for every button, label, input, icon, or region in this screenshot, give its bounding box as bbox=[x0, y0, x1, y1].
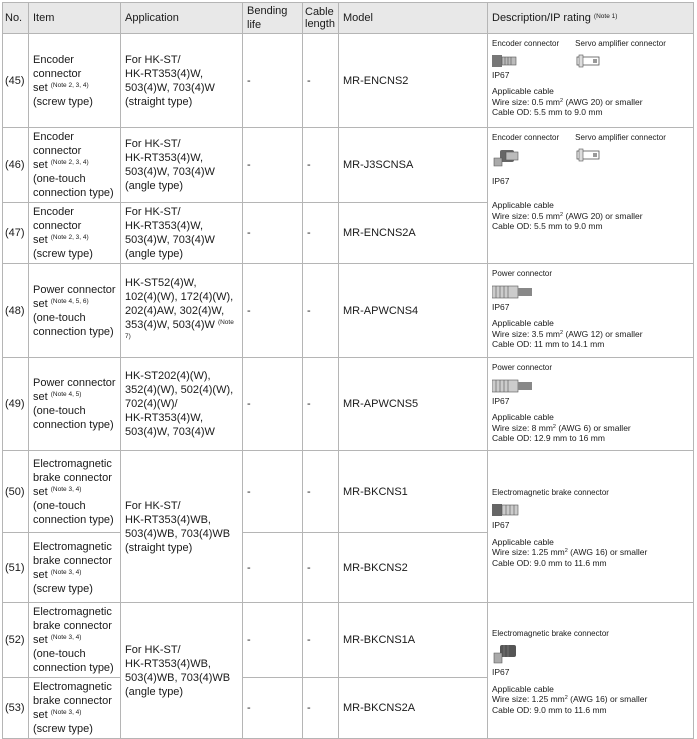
row-item: Encoder connector set $^{(Note 2, 3, 4)}$ (one-touch connection type) bbox=[29, 128, 121, 203]
header-model: Model bbox=[339, 3, 488, 34]
row-cable-length: - bbox=[303, 34, 339, 128]
header-bending-life: Bending life bbox=[243, 3, 303, 34]
cable-od: Cable OD: 9.0 mm to 11.6 mm bbox=[492, 557, 607, 568]
row-no: (53) bbox=[3, 678, 29, 739]
power-connector-icon bbox=[492, 284, 538, 300]
row-item: Power connector set $^{(Note 4, 5)}$ (one-touch connection type) bbox=[29, 358, 121, 451]
row-item: Electromagnetic brake connector set $^{(Note 3, 4)}$ (screw type) bbox=[29, 678, 121, 739]
row-no: (45) bbox=[3, 34, 29, 128]
ip-rating: IP67 bbox=[492, 667, 510, 678]
row-model: MR-APWCNS5 bbox=[339, 358, 488, 451]
header-row bbox=[3, 3, 694, 34]
header-description-label: Description/IP rating bbox=[492, 12, 591, 24]
row-no: (51) bbox=[3, 533, 29, 603]
row-model: MR-BKCNS1 bbox=[339, 451, 488, 533]
row-model: MR-ENCNS2 bbox=[339, 34, 488, 128]
ip-rating: IP67 bbox=[492, 69, 510, 80]
row-bending-life: - bbox=[243, 264, 303, 358]
ip-rating: IP67 bbox=[492, 301, 510, 312]
row-item: Power connector set $^{(Note 4, 5, 6)}$ (one-touch connection type) bbox=[29, 264, 121, 358]
header-description bbox=[488, 3, 694, 34]
table-row bbox=[3, 34, 694, 128]
row-application: For HK-ST/ HK-RT353(4)W, 503(4)W, 703(4)W (straight type) bbox=[121, 34, 243, 128]
row-application: HK-ST202(4)(W), 352(4)(W), 502(4)(W), 702(4)(W)/ HK-RT353(4)W, 503(4)W, 703(4)W bbox=[121, 358, 243, 451]
cable-od: Cable OD: 5.5 mm to 9.0 mm bbox=[492, 221, 603, 231]
row-cable-length: - bbox=[303, 264, 339, 358]
row-description bbox=[488, 128, 694, 264]
row-item: Encoder connector set $^{(Note 2, 3, 4)}$ (screw type) bbox=[29, 34, 121, 128]
row-bending-life: - bbox=[243, 203, 303, 264]
row-bending-life: - bbox=[243, 358, 303, 451]
row-application: For HK-ST/ HK-RT353(4)WB, 503(4)WB, 703(4)WB (straight type) bbox=[121, 451, 243, 603]
row-cable-length: - bbox=[303, 358, 339, 451]
table-row bbox=[3, 358, 694, 451]
row-no: (47) bbox=[3, 203, 29, 264]
header-description-note: (Note 1) bbox=[593, 13, 618, 20]
wire-size: Wire size: 0.5 $mm^2$ (AWG 20) or smaller bbox=[492, 210, 643, 221]
row-model: MR-BKCNS2 bbox=[339, 533, 488, 603]
brake-connector-straight-icon bbox=[492, 502, 528, 518]
servo-amplifier-connector-icon bbox=[575, 148, 605, 162]
table-row bbox=[3, 128, 694, 203]
brake-connector-angle-icon bbox=[492, 643, 522, 665]
row-model: MR-J3SCNSA bbox=[339, 128, 488, 203]
desc-caption-2: Servo amplifier connector bbox=[575, 133, 666, 142]
row-model: MR-APWCNS4 bbox=[339, 264, 488, 358]
row-description bbox=[488, 34, 694, 128]
row-no: (48) bbox=[3, 264, 29, 358]
row-bending-life: - bbox=[243, 678, 303, 739]
row-item: Encoder connector set $^{(Note 2, 3, 4)}$ (screw type) bbox=[29, 203, 121, 264]
cable-od: Cable OD: 5.5 mm to 9.0 mm bbox=[492, 107, 603, 117]
row-bending-life: - bbox=[243, 128, 303, 203]
wire-size: Wire size: 0.5 $mm^2$ (AWG 20) or smaller bbox=[492, 96, 643, 107]
row-cable-length: - bbox=[303, 203, 339, 264]
row-no: (46) bbox=[3, 128, 29, 203]
row-no: (49) bbox=[3, 358, 29, 451]
row-application: For HK-ST/ HK-RT353(4)W, 503(4)W, 703(4)W (angle type) bbox=[121, 128, 243, 203]
row-description bbox=[488, 603, 694, 739]
desc-caption: Electromagnetic brake connector bbox=[492, 628, 609, 638]
encoder-connector-straight-icon bbox=[492, 54, 522, 68]
wire-size: Wire size: 8 $mm^2$ (AWG 6) or smaller bbox=[492, 422, 631, 433]
applicable-cable: Applicable cable bbox=[492, 683, 554, 694]
header-application: Application bbox=[121, 3, 243, 34]
desc-caption-2: Servo amplifier connector bbox=[575, 39, 666, 48]
row-item: Electromagnetic brake connector set $^{(Note 3, 4)}$ (screw type) bbox=[29, 533, 121, 603]
row-description bbox=[488, 358, 694, 451]
wire-size: Wire size: 3.5 $mm^2$ (AWG 12) or smaller bbox=[492, 328, 643, 339]
table-row bbox=[3, 603, 694, 678]
row-cable-length: - bbox=[303, 678, 339, 739]
ip-rating: IP67 bbox=[492, 520, 510, 531]
row-cable-length: - bbox=[303, 603, 339, 678]
cable-od: Cable OD: 12.9 mm to 16 mm bbox=[492, 433, 605, 443]
header-item: Item bbox=[29, 3, 121, 34]
row-bending-life: - bbox=[243, 451, 303, 533]
row-no: (52) bbox=[3, 603, 29, 678]
row-model: MR-BKCNS1A bbox=[339, 603, 488, 678]
desc-caption: Power connector bbox=[492, 363, 553, 372]
cable-od: Cable OD: 9.0 mm to 11.6 mm bbox=[492, 704, 607, 715]
row-application: HK-ST52(4)W, 102(4)(W), 172(4)(W), 202(4)AW, 302(4)W, 353(4)W, 503(4)W $^{(Note 7)}$ bbox=[121, 264, 243, 358]
row-description bbox=[488, 451, 694, 603]
desc-caption: Encoder connector bbox=[492, 39, 560, 48]
table-row bbox=[3, 264, 694, 358]
row-no: (50) bbox=[3, 451, 29, 533]
row-model: MR-ENCNS2A bbox=[339, 203, 488, 264]
applicable-cable: Applicable cable bbox=[492, 200, 554, 210]
row-description bbox=[488, 264, 694, 358]
servo-amplifier-connector-icon bbox=[575, 54, 605, 68]
row-bending-life: - bbox=[243, 533, 303, 603]
row-item: Electromagnetic brake connector set $^{(Note 3, 4)}$ (one-touch connection type) bbox=[29, 603, 121, 678]
table-row bbox=[3, 451, 694, 533]
row-cable-length: - bbox=[303, 451, 339, 533]
applicable-cable: Applicable cable bbox=[492, 318, 554, 328]
row-cable-length: - bbox=[303, 533, 339, 603]
desc-caption: Electromagnetic brake connector bbox=[492, 487, 609, 497]
applicable-cable: Applicable cable bbox=[492, 536, 554, 547]
applicable-cable: Applicable cable bbox=[492, 86, 554, 96]
encoder-connector-angle-icon bbox=[492, 148, 522, 168]
row-application: For HK-ST/ HK-RT353(4)W, 503(4)W, 703(4)W (angle type) bbox=[121, 203, 243, 264]
ip-rating: IP67 bbox=[492, 395, 510, 406]
row-application: For HK-ST/ HK-RT353(4)WB, 503(4)WB, 703(4)WB (angle type) bbox=[121, 603, 243, 739]
ip-rating: IP67 bbox=[492, 175, 510, 186]
wire-size: Wire size: 1.25 $mm^2$ (AWG 16) or smaller bbox=[492, 694, 648, 705]
cable-od: Cable OD: 11 mm to 14.1 mm bbox=[492, 339, 605, 349]
row-item: Electromagnetic brake connector set $^{(Note 3, 4)}$ (one-touch connection type) bbox=[29, 451, 121, 533]
desc-caption: Encoder connector bbox=[492, 133, 560, 142]
header-cable-length: Cable length bbox=[303, 3, 339, 34]
row-bending-life: - bbox=[243, 603, 303, 678]
row-bending-life: - bbox=[243, 34, 303, 128]
row-cable-length: - bbox=[303, 128, 339, 203]
desc-caption: Power connector bbox=[492, 269, 553, 278]
applicable-cable: Applicable cable bbox=[492, 412, 554, 422]
wire-size: Wire size: 1.25 $mm^2$ (AWG 16) or smaller bbox=[492, 547, 648, 558]
power-connector-icon bbox=[492, 378, 538, 394]
header-no: No. bbox=[3, 3, 29, 34]
row-model: MR-BKCNS2A bbox=[339, 678, 488, 739]
accessory-table bbox=[2, 2, 694, 739]
